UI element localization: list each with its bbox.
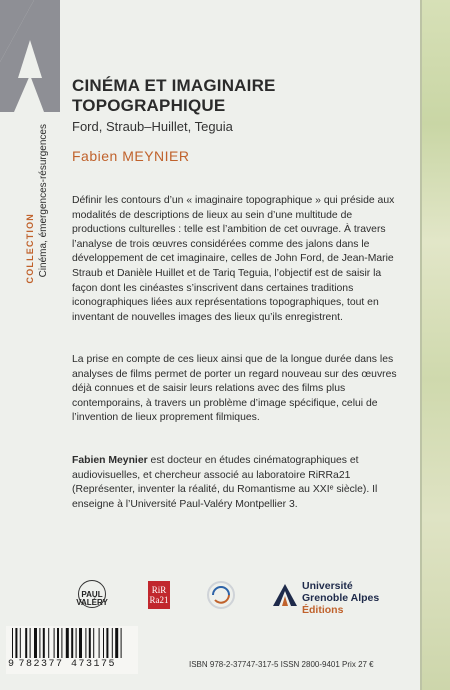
blurb-paragraph-2: La prise en compte de ces lieux ainsi que de la longue durée dans les analyses de films permet de porter un regard nouveau sur des œuvres déjà connues et de saisir leurs relations avec des films plus contemporains, à travers un problème d’image spécifique, celui de l’invention de lieux proprement filmiques. — [72, 354, 397, 424]
publisher-logos — [72, 578, 412, 620]
series-name: Cinéma, émergences-résurgences — [38, 124, 49, 278]
book-title — [72, 76, 402, 116]
cover-spine-strip — [420, 0, 450, 690]
issn-value: 2800-9401 — [301, 660, 340, 669]
barcode-digits: 9 782377 473175 — [8, 659, 117, 670]
author-bio-name: Fabien Meynier — [72, 455, 148, 466]
blurb-paragraph-1: Définir les contours d’un « imaginaire topographique » qui préside aux modalités de descriptions de lieux au sein d’une multitude de productions culturelles : telle est l’ambition de cet ouvrage. À travers l’analyse de trois œuvres considérées comme des jalons dans le développement de cet imaginaire, celles de John Ford, de Jean-Marie Straub et Danièle Huillet et de Tariq Teguia, l’objectif est de saisir la façon dont les cinéastes s’inscrivent dans certaines traditions iconographiques liées aux représentations topographiques, tout en inventant de nouvelles images des lieux qu’ils enregistrent. — [72, 195, 395, 323]
uga-text: Université Grenoble Alpes Éditions — [302, 580, 380, 616]
series-vertical-label — [22, 118, 52, 338]
collection-label: COLLECTION — [25, 213, 35, 284]
price-value: 27 € — [358, 660, 374, 669]
book-author: Fabien MEYNIER — [72, 148, 190, 164]
paul-valery-logo — [72, 580, 112, 616]
book-title-line1: CINÉMA ET IMAGINAIRE — [72, 76, 276, 95]
uga-triangle-icon — [272, 582, 298, 608]
book-title-line2: TOPOGRAPHIQUE — [72, 96, 226, 115]
book-subtitle: Ford, Straub–Huillet, Teguia — [72, 119, 233, 134]
paul-valery-text: PAUL VALÉRY — [76, 590, 108, 607]
isbn-issn-price: ISBN 978-2-37747-317-5 ISSN 2800-9401 Prix 27 € — [189, 660, 374, 669]
uga-editions-logo — [272, 578, 422, 618]
isbn-value: 978-2-37747-317-5 — [209, 660, 279, 669]
barcode-bars-icon — [6, 626, 138, 658]
rirra21-logo: RiR Ra21 — [148, 581, 170, 609]
author-bio — [72, 454, 407, 512]
circular-badge-icon — [206, 580, 236, 610]
author-bio-text: est docteur en études cinématographiques et audiovisuelles, et chercheur associé au laboratoire RiRRa21 (Représenter, inventer la réalité, du Romantisme au XXIᵉ siècle). Il enseigne à l’Université Paul-Valéry Montpellier 3. — [72, 455, 378, 510]
collection-triangle-logo — [0, 0, 60, 115]
